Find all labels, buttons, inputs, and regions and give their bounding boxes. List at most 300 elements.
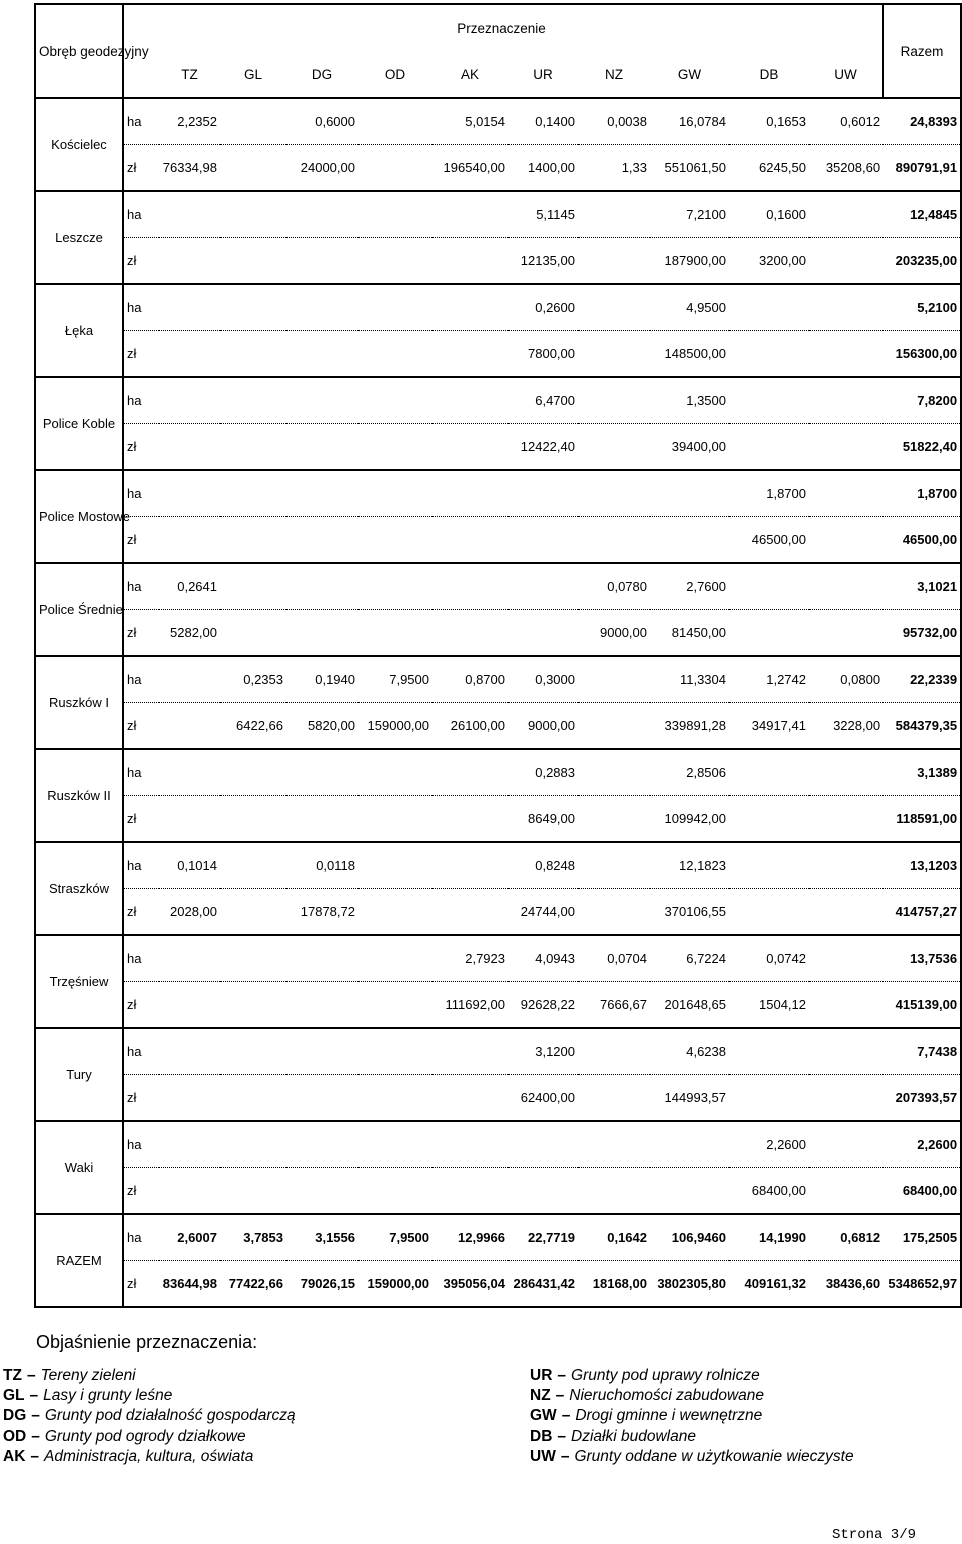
cell-tz [159,238,220,285]
obreb-name: Waki [35,1121,123,1214]
cell-db: 0,1600 [729,191,809,238]
cell-gw: 16,0784 [650,98,729,145]
cell-dg: 5820,00 [286,703,358,750]
cell-tz [159,656,220,703]
legend-code: AK [3,1447,26,1465]
cell-uw [809,749,883,796]
table-row [35,610,961,657]
cell-db: 6245,50 [729,145,809,192]
row-total: 46500,00 [883,517,961,564]
cell-tz [159,1028,220,1075]
cell-dg [286,377,358,424]
row-total: 1,8700 [883,470,961,517]
header-col-uw: UW [809,51,883,98]
table-row [35,98,961,145]
cell-ur: 5,1145 [508,191,578,238]
cell-gl [220,191,286,238]
cell-dg: 79026,15 [286,1261,358,1308]
table-row [35,191,961,238]
cell-db [729,796,809,843]
legend-dash: – [560,1447,570,1465]
cell-nz: 0,0038 [578,98,650,145]
cell-tz [159,1075,220,1122]
unit-label: ha [123,1121,159,1168]
cell-od [358,98,432,145]
unit-label: zł [123,982,159,1029]
cell-gl [220,470,286,517]
cell-dg [286,331,358,378]
cell-gl [220,238,286,285]
header-razem: Razem [883,4,961,98]
cell-dg [286,1028,358,1075]
legend-desc: Administracja, kultura, oświata [44,1447,254,1465]
row-total: 3,1389 [883,749,961,796]
cell-gw: 4,9500 [650,284,729,331]
cell-tz: 5282,00 [159,610,220,657]
cell-uw [809,1168,883,1215]
cell-gw: 2,7600 [650,563,729,610]
cell-gl [220,749,286,796]
table-row [35,1214,961,1261]
row-total: 95732,00 [883,610,961,657]
cell-nz: 0,0780 [578,563,650,610]
cell-db [729,1028,809,1075]
cell-dg: 3,1556 [286,1214,358,1261]
unit-label: zł [123,1261,159,1308]
unit-label: ha [123,470,159,517]
cell-db: 409161,32 [729,1261,809,1308]
cell-od: 159000,00 [358,1261,432,1308]
table-row [35,982,961,1029]
legend-item-od [3,1427,296,1447]
obreb-name: Police Średnie [35,563,123,656]
cell-ur: 0,2883 [508,749,578,796]
cell-od: 7,9500 [358,656,432,703]
legend-code: NZ [530,1387,551,1405]
legend-title: Objaśnienie przeznaczenia: [36,1332,258,1352]
header-col-tz: TZ [159,51,220,98]
legend-left-column [3,1366,296,1467]
legend-code: UW [530,1447,556,1465]
cell-gw [650,1168,729,1215]
header-col-ur: UR [508,51,578,98]
cell-gl: 0,2353 [220,656,286,703]
table-header [35,4,961,98]
cell-od [358,889,432,936]
row-total: 13,1203 [883,842,961,889]
legend-code: DG [3,1407,27,1425]
cell-nz [578,1075,650,1122]
table-row [35,424,961,471]
cell-ak [432,563,508,610]
cell-dg [286,749,358,796]
cell-nz [578,796,650,843]
cell-dg: 0,6000 [286,98,358,145]
cell-db [729,889,809,936]
cell-uw [809,1121,883,1168]
cell-ur: 4,0943 [508,935,578,982]
row-total: 7,8200 [883,377,961,424]
table-row [35,377,961,424]
table-row [35,1028,961,1075]
cell-ak [432,610,508,657]
row-total: 51822,40 [883,424,961,471]
cell-uw [809,424,883,471]
cell-od [358,191,432,238]
obreb-name: Police Koble [35,377,123,470]
unit-label: ha [123,98,159,145]
row-total: 890791,91 [883,145,961,192]
cell-db: 2,2600 [729,1121,809,1168]
row-total: 2,2600 [883,1121,961,1168]
table-row [35,1121,961,1168]
cell-od [358,796,432,843]
table-row [35,842,961,889]
cell-tz [159,284,220,331]
cell-uw [809,470,883,517]
obreb-name: RAZEM [35,1214,123,1307]
cell-dg [286,191,358,238]
cell-ak [432,1121,508,1168]
table-row [35,563,961,610]
cell-gl [220,284,286,331]
cell-nz: 1,33 [578,145,650,192]
cell-uw: 0,6012 [809,98,883,145]
cell-db: 46500,00 [729,517,809,564]
cell-od [358,749,432,796]
cell-tz [159,796,220,843]
cell-uw [809,935,883,982]
cell-nz [578,470,650,517]
cell-gl: 6422,66 [220,703,286,750]
legend-desc: Grunty pod uprawy rolnicze [571,1367,760,1384]
cell-gw: 4,6238 [650,1028,729,1075]
cell-tz: 83644,98 [159,1261,220,1308]
header-col-gl: GL [220,51,286,98]
unit-label: zł [123,145,159,192]
cell-dg [286,935,358,982]
cell-db [729,749,809,796]
cell-gw: 201648,65 [650,982,729,1029]
cell-ak [432,842,508,889]
header-col-nz: NZ [578,51,650,98]
cell-ak [432,238,508,285]
legend-item-ur [530,1366,854,1386]
row-total: 12,4845 [883,191,961,238]
cell-uw [809,191,883,238]
cell-tz: 2,2352 [159,98,220,145]
cell-dg [286,517,358,564]
legend-item-uw [530,1447,854,1467]
cell-dg: 0,0118 [286,842,358,889]
legend-dash: – [29,1387,39,1405]
cell-tz: 0,2641 [159,563,220,610]
cell-gw: 1,3500 [650,377,729,424]
cell-gl [220,796,286,843]
cell-od: 159000,00 [358,703,432,750]
cell-ak [432,889,508,936]
cell-od [358,563,432,610]
unit-label: zł [123,889,159,936]
cell-nz: 7666,67 [578,982,650,1029]
row-total: 175,2505 [883,1214,961,1261]
cell-nz [578,331,650,378]
cell-nz [578,889,650,936]
legend-desc: Drogi gminne i wewnętrzne [575,1407,763,1425]
legend-desc: Grunty pod ogrody działkowe [44,1427,246,1445]
legend-item-gl [3,1386,296,1406]
cell-nz [578,656,650,703]
obreb-name: Straszków [35,842,123,935]
header-col-ak: AK [432,51,508,98]
unit-label: ha [123,191,159,238]
cell-gw: 144993,57 [650,1075,729,1122]
cell-ak: 0,8700 [432,656,508,703]
cell-od [358,1121,432,1168]
cell-tz [159,982,220,1029]
cell-ak: 5,0154 [432,98,508,145]
cell-gl [220,842,286,889]
cell-uw: 35208,60 [809,145,883,192]
cell-ak [432,284,508,331]
cell-nz [578,238,650,285]
unit-label: ha [123,377,159,424]
row-total: 207393,57 [883,1075,961,1122]
cell-tz [159,935,220,982]
cell-tz [159,749,220,796]
header-col-gw: GW [650,51,729,98]
cell-ak: 196540,00 [432,145,508,192]
cell-ur: 62400,00 [508,1075,578,1122]
cell-gl [220,982,286,1029]
cell-dg: 24000,00 [286,145,358,192]
cell-gw: 106,9460 [650,1214,729,1261]
obreb-name: Trzęśniew [35,935,123,1028]
cell-od [358,610,432,657]
legend-desc: Tereny zieleni [40,1367,136,1384]
cell-uw: 3228,00 [809,703,883,750]
unit-label: zł [123,796,159,843]
legend-desc: Nieruchomości zabudowane [569,1387,765,1405]
cell-ak [432,517,508,564]
legend-item-nz [530,1386,854,1406]
legend-dash: – [30,1447,40,1465]
cell-ur [508,517,578,564]
obreb-name: Ruszków II [35,749,123,842]
unit-label: zł [123,331,159,378]
cell-dg [286,470,358,517]
cell-ur: 24744,00 [508,889,578,936]
cell-gl [220,1168,286,1215]
cell-ak [432,191,508,238]
table-row [35,889,961,936]
cell-ak: 395056,04 [432,1261,508,1308]
cell-ak [432,424,508,471]
cell-gw: 109942,00 [650,796,729,843]
cell-gl [220,517,286,564]
cell-ur: 12135,00 [508,238,578,285]
header-przeznaczenie: Przeznaczenie [123,4,883,51]
table-row [35,703,961,750]
table-row [35,935,961,982]
cell-ak [432,749,508,796]
table-row [35,470,961,517]
cell-db: 3200,00 [729,238,809,285]
unit-label: ha [123,1028,159,1075]
cell-nz [578,191,650,238]
legend-item-dg [3,1406,296,1426]
cell-gw: 12,1823 [650,842,729,889]
cell-od [358,145,432,192]
cell-uw: 0,0800 [809,656,883,703]
cell-uw: 0,6812 [809,1214,883,1261]
legend-item-tz [3,1366,296,1386]
table-row [35,796,961,843]
cell-ur: 0,2600 [508,284,578,331]
cell-nz: 9000,00 [578,610,650,657]
legend-item-db [530,1427,854,1447]
row-total: 584379,35 [883,703,961,750]
cell-ur: 1400,00 [508,145,578,192]
cell-gl [220,1028,286,1075]
cell-dg: 0,1940 [286,656,358,703]
cell-gl [220,1075,286,1122]
legend-desc: Grunty pod działalność gospodarczą [44,1407,296,1425]
table-row [35,331,961,378]
cell-nz: 0,1642 [578,1214,650,1261]
cell-db: 0,0742 [729,935,809,982]
cell-gl [220,1121,286,1168]
cell-nz [578,1028,650,1075]
cell-dg [286,982,358,1029]
cell-nz [578,1121,650,1168]
cell-nz [578,377,650,424]
cell-ur: 22,7719 [508,1214,578,1261]
cell-uw [809,284,883,331]
legend-code: TZ [3,1367,22,1384]
row-total: 203235,00 [883,238,961,285]
cell-dg: 17878,72 [286,889,358,936]
cell-nz [578,284,650,331]
cell-ak [432,377,508,424]
unit-label: ha [123,284,159,331]
unit-label: ha [123,563,159,610]
cell-db [729,331,809,378]
cell-db [729,563,809,610]
cell-gl [220,610,286,657]
unit-label: ha [123,842,159,889]
cell-tz: 2028,00 [159,889,220,936]
legend-desc: Grunty oddane w użytkowanie wieczyste [574,1447,854,1465]
cell-dg [286,1075,358,1122]
legend-dash: – [561,1407,571,1425]
cell-tz [159,1168,220,1215]
cell-db: 0,1653 [729,98,809,145]
cell-uw: 38436,60 [809,1261,883,1308]
unit-label: ha [123,1214,159,1261]
legend-desc: Działki budowlane [571,1427,696,1445]
legend-code: DB [530,1427,553,1445]
cell-gw: 370106,55 [650,889,729,936]
cell-ur [508,1168,578,1215]
cell-gw [650,1121,729,1168]
cell-db: 1504,12 [729,982,809,1029]
legend-dash: – [31,1407,40,1425]
cell-ak [432,1168,508,1215]
cell-uw [809,1075,883,1122]
cell-nz [578,749,650,796]
legend-code: UR [530,1367,553,1384]
cell-uw [809,238,883,285]
cell-ur: 7800,00 [508,331,578,378]
obreb-name: Kościelec [35,98,123,191]
cell-dg [286,238,358,285]
cell-dg [286,796,358,843]
cell-uw [809,563,883,610]
cell-uw [809,610,883,657]
unit-label: zł [123,703,159,750]
cell-od [358,935,432,982]
cell-dg [286,284,358,331]
unit-label: zł [123,238,159,285]
header-col-db: DB [729,51,809,98]
legend-desc: Lasy i grunty leśne [43,1387,173,1405]
cell-nz [578,842,650,889]
cell-ur: 0,1400 [508,98,578,145]
table-row [35,238,961,285]
cell-gw: 551061,50 [650,145,729,192]
cell-db: 68400,00 [729,1168,809,1215]
cell-od [358,424,432,471]
cell-tz: 0,1014 [159,842,220,889]
cell-od [358,842,432,889]
cell-db [729,610,809,657]
unit-label: ha [123,935,159,982]
obreb-name: Tury [35,1028,123,1121]
cell-ur: 0,8248 [508,842,578,889]
cell-tz [159,1121,220,1168]
cell-db [729,284,809,331]
cell-db: 34917,41 [729,703,809,750]
table-row [35,284,961,331]
cell-od [358,284,432,331]
cell-gl [220,377,286,424]
obreb-name: Leszcze [35,191,123,284]
land-use-table [34,3,962,1308]
cell-ur: 8649,00 [508,796,578,843]
cell-od [358,377,432,424]
obreb-name: Ruszków I [35,656,123,749]
table-row [35,517,961,564]
cell-uw [809,796,883,843]
cell-ur: 92628,22 [508,982,578,1029]
cell-ak [432,1075,508,1122]
unit-label: zł [123,610,159,657]
row-total: 7,7438 [883,1028,961,1075]
row-total: 24,8393 [883,98,961,145]
cell-dg [286,610,358,657]
cell-nz [578,1168,650,1215]
cell-db [729,1075,809,1122]
cell-gl [220,331,286,378]
cell-od [358,470,432,517]
cell-gw: 187900,00 [650,238,729,285]
legend-code: GL [3,1387,25,1405]
table-row [35,1075,961,1122]
cell-ak [432,796,508,843]
cell-uw [809,842,883,889]
unit-label: zł [123,1075,159,1122]
